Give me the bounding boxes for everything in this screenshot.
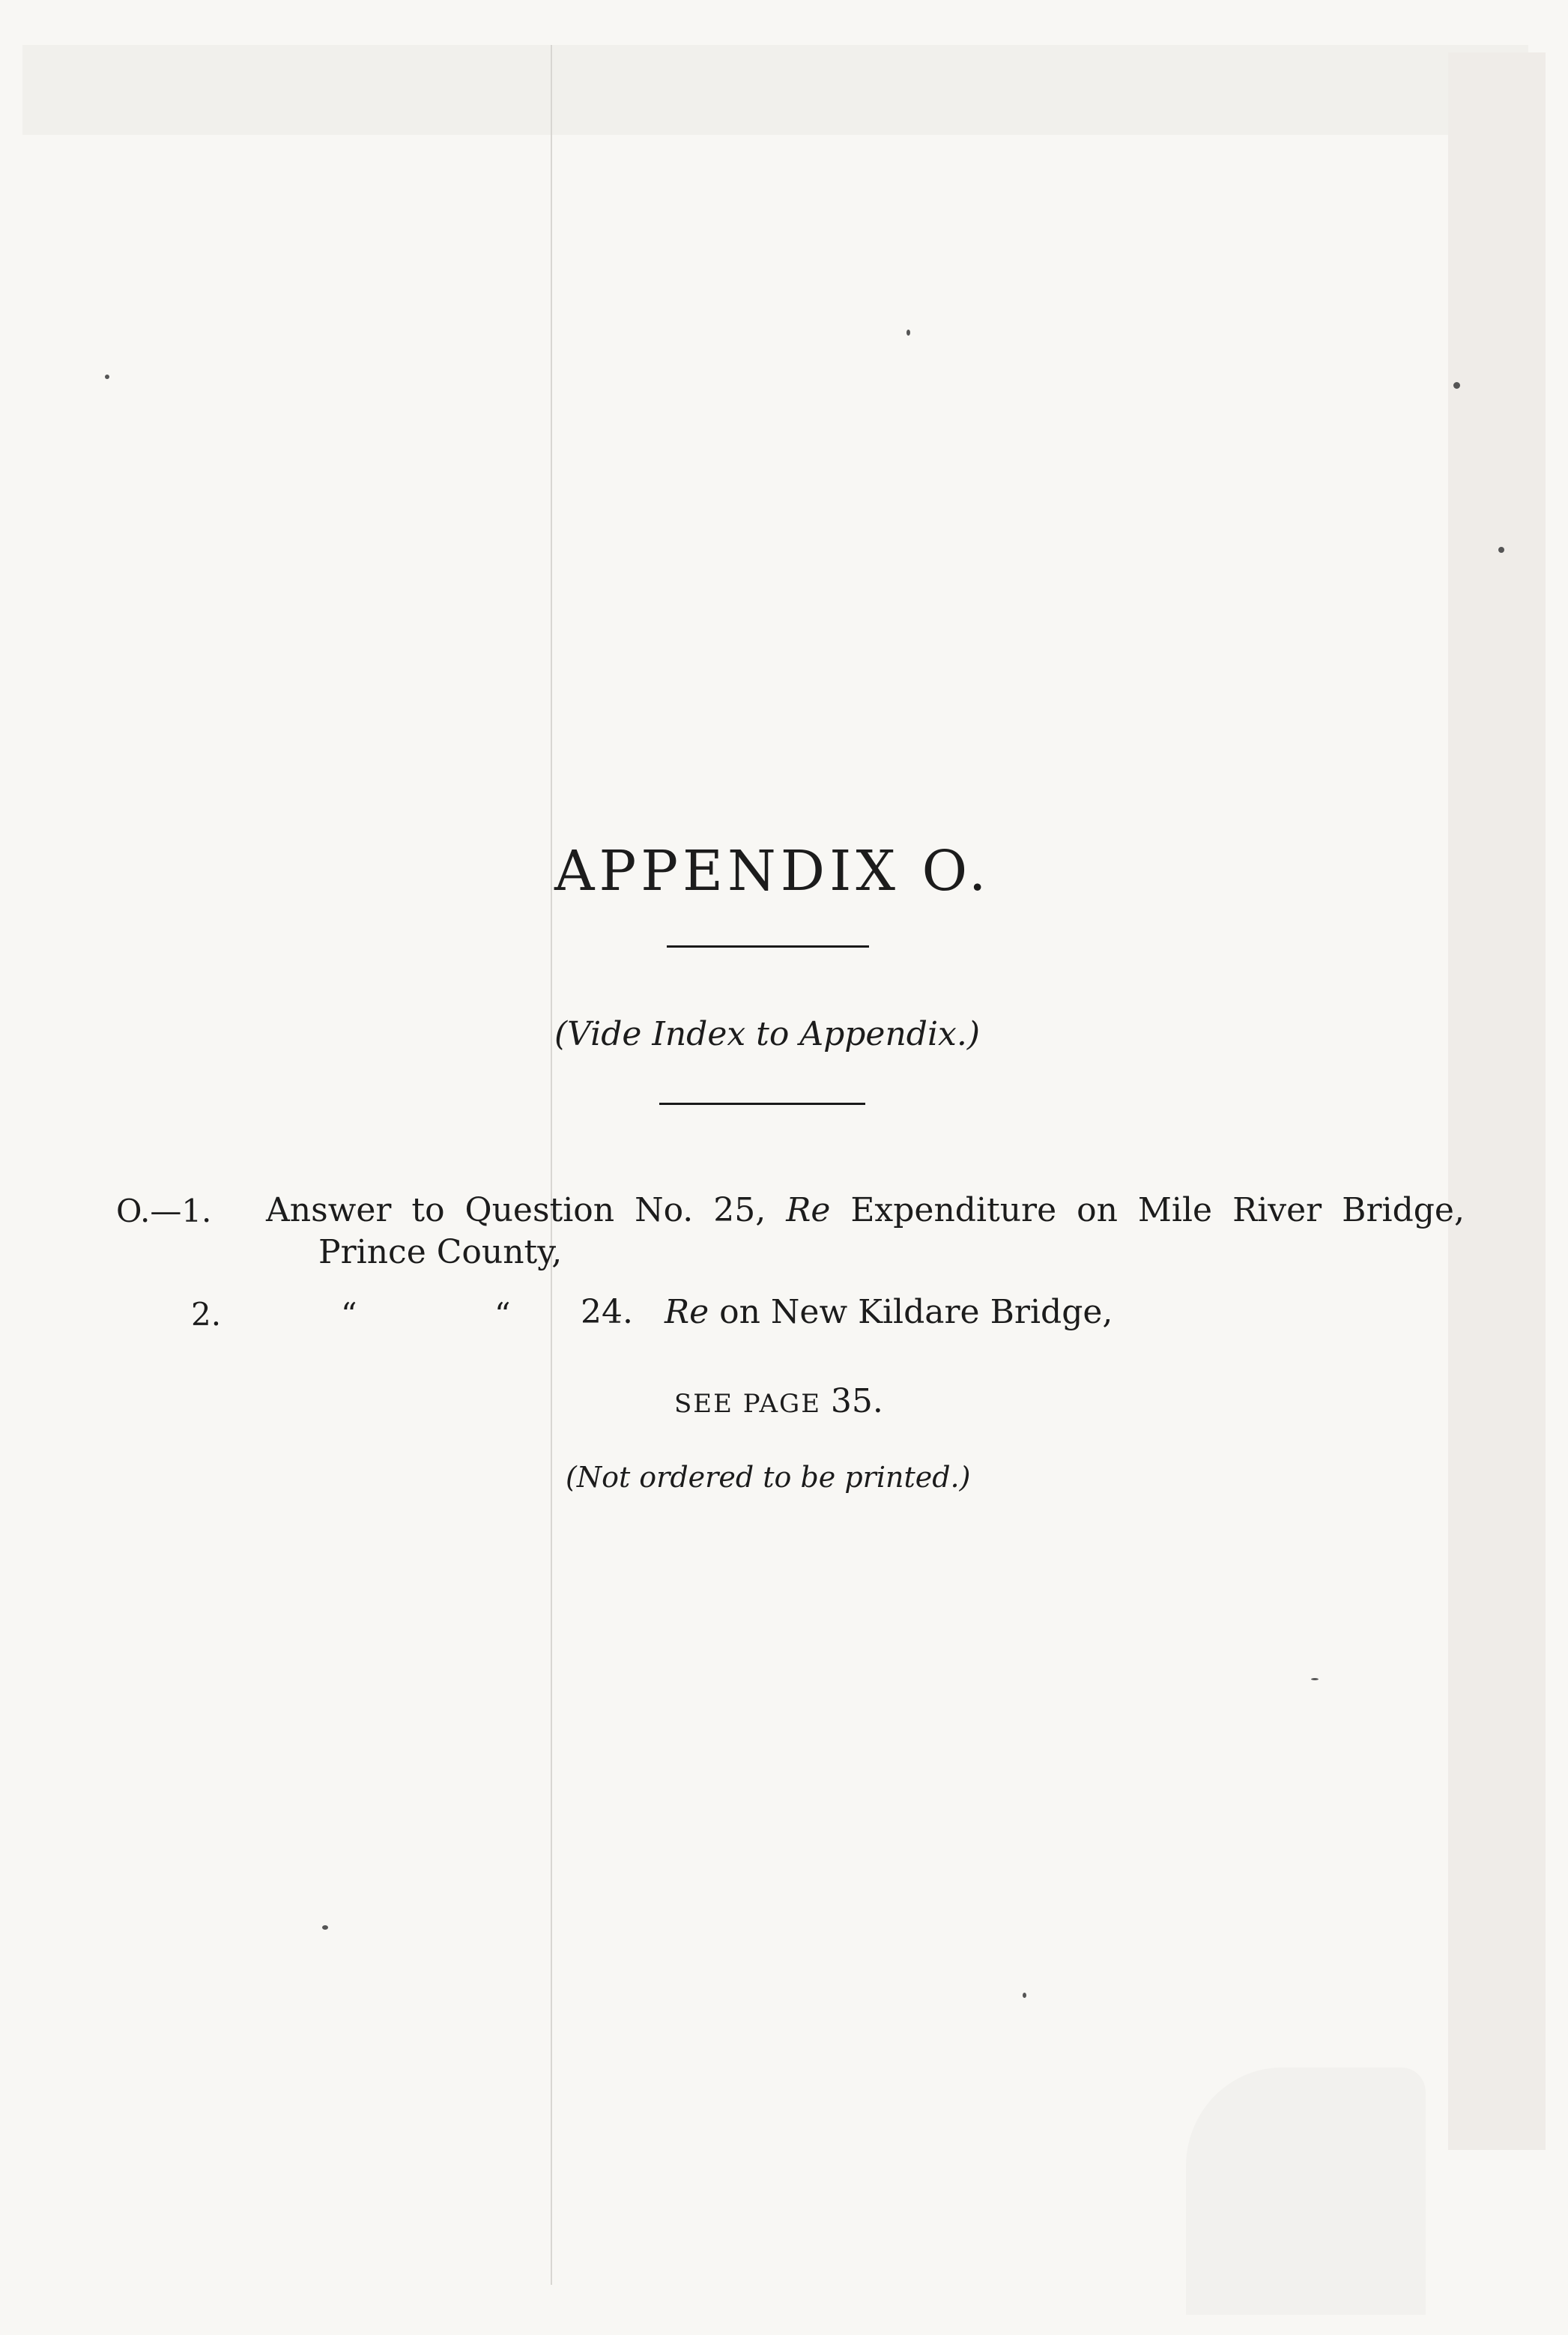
see-page-note — [674, 1382, 883, 1420]
scan-speck — [322, 1925, 328, 1930]
scan-speck — [1311, 1678, 1319, 1680]
scan-shading-top — [22, 45, 1528, 135]
entry-1-word: Expenditure — [850, 1191, 1057, 1229]
entry-1-label: O.—1. — [116, 1193, 212, 1229]
entry-1-line1 — [266, 1190, 1465, 1232]
vide-rule — [659, 1103, 865, 1105]
entry-1-word: Answer — [266, 1191, 392, 1229]
scan-speck — [906, 330, 910, 336]
entry-1-word: 25, — [713, 1191, 766, 1229]
entry-1-word: No. — [635, 1191, 694, 1229]
not-ordered-note: (Not ordered to be printed.) — [566, 1461, 971, 1494]
page-blot — [1186, 2068, 1426, 2315]
entry-2-number: 24. — [581, 1293, 633, 1331]
scan-speck — [1023, 1993, 1026, 1998]
ditto-mark: “ — [494, 1296, 511, 1333]
entry-1-line2: Prince County, — [318, 1233, 563, 1271]
scan-speck — [105, 375, 109, 379]
entry-2-re: Re — [664, 1293, 709, 1331]
entry-2-text — [581, 1293, 1113, 1331]
scan-speck — [1453, 382, 1460, 389]
see-page-number: 35. — [830, 1382, 883, 1420]
see-page-label: SEE PAGE — [674, 1389, 831, 1419]
entry-1-word: on — [1077, 1191, 1118, 1229]
entry-1-word: Mile — [1137, 1191, 1213, 1229]
entry-1-word-re: Re — [786, 1191, 831, 1229]
entry-2-label: 2. — [191, 1296, 222, 1333]
scan-shading-right-edge — [1448, 52, 1546, 2150]
entry-1-text — [266, 1190, 1465, 1274]
title-rule — [667, 945, 869, 948]
entry-2-rest: on New Kildare Bridge, — [709, 1293, 1113, 1331]
entry-1-word: to — [411, 1191, 445, 1229]
appendix-title: APPENDIX O. — [554, 839, 991, 903]
ditto-mark: “ — [341, 1296, 357, 1333]
entry-1-word: Question — [464, 1191, 615, 1229]
scan-speck — [1498, 547, 1504, 553]
vide-note: (Vide Index to Appendix.) — [554, 1015, 981, 1053]
entry-1-word: River — [1232, 1191, 1322, 1229]
page-fold-line — [551, 45, 552, 2285]
entry-1-word: Bridge, — [1342, 1191, 1465, 1229]
